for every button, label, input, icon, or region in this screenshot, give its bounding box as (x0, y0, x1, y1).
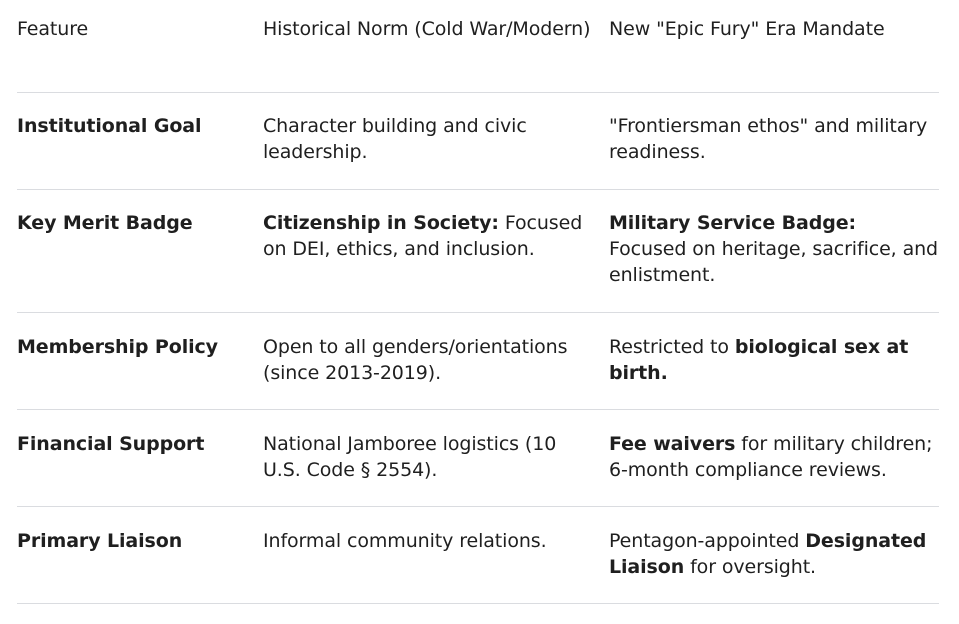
row-new-mandate-cell (609, 113, 939, 189)
historical-text: Character building and civic leadership. (263, 115, 527, 163)
new-mandate-text: Restricted to (609, 336, 735, 358)
new-mandate-bold-text: Fee waivers (609, 433, 736, 455)
row-feature-label: Key Merit Badge (17, 212, 193, 234)
new-mandate-text: for military children; 6-month compliance reviews. (609, 433, 933, 481)
row-feature-label: Primary Liaison (17, 530, 183, 552)
historical-text: Focused on DEI, ethics, and inclusion. (263, 212, 583, 260)
table-row (17, 190, 939, 313)
row-historical-cell (263, 431, 609, 506)
table-row (17, 410, 939, 507)
new-mandate-text-suffix: for oversight. (684, 556, 816, 578)
new-mandate-bold-text: biological sex at birth. (609, 336, 909, 384)
table-header-row (17, 0, 939, 93)
new-mandate-bold-text: Military Service Badge: (609, 212, 857, 234)
row-new-mandate-cell (609, 210, 939, 312)
historical-text: Informal community relations. (263, 530, 547, 552)
header-historical-norm: Historical Norm (Cold War/Modern) (263, 18, 591, 40)
table-row (17, 313, 939, 410)
row-historical-cell (263, 334, 609, 409)
row-new-mandate-cell (609, 431, 939, 506)
row-feature-label: Membership Policy (17, 336, 218, 358)
comparison-table (17, 0, 939, 604)
new-mandate-text: Focused on heritage, sacrifice, and enlistment. (609, 238, 939, 286)
header-feature: Feature (17, 18, 89, 40)
header-new-mandate: New "Epic Fury" Era Mandate (609, 18, 885, 40)
historical-bold-text: Citizenship in Society: (263, 212, 499, 234)
new-mandate-text: Pentagon-appointed (609, 530, 806, 552)
new-mandate-text: "Frontiersman ethos" and military readiness. (609, 115, 928, 163)
row-historical-cell (263, 528, 609, 603)
row-feature-label: Financial Support (17, 433, 205, 455)
historical-text: Open to all genders/orientations (since 2013-2019). (263, 336, 568, 384)
row-historical-cell (263, 210, 609, 312)
new-mandate-bold-text: Designated Liaison (609, 530, 927, 578)
row-new-mandate-cell (609, 528, 939, 603)
table-row (17, 93, 939, 190)
row-new-mandate-cell (609, 334, 939, 409)
table-row (17, 507, 939, 604)
row-historical-cell (263, 113, 609, 189)
row-feature-label: Institutional Goal (17, 115, 202, 137)
historical-text: National Jamboree logistics (10 U.S. Code § 2554). (263, 433, 557, 481)
